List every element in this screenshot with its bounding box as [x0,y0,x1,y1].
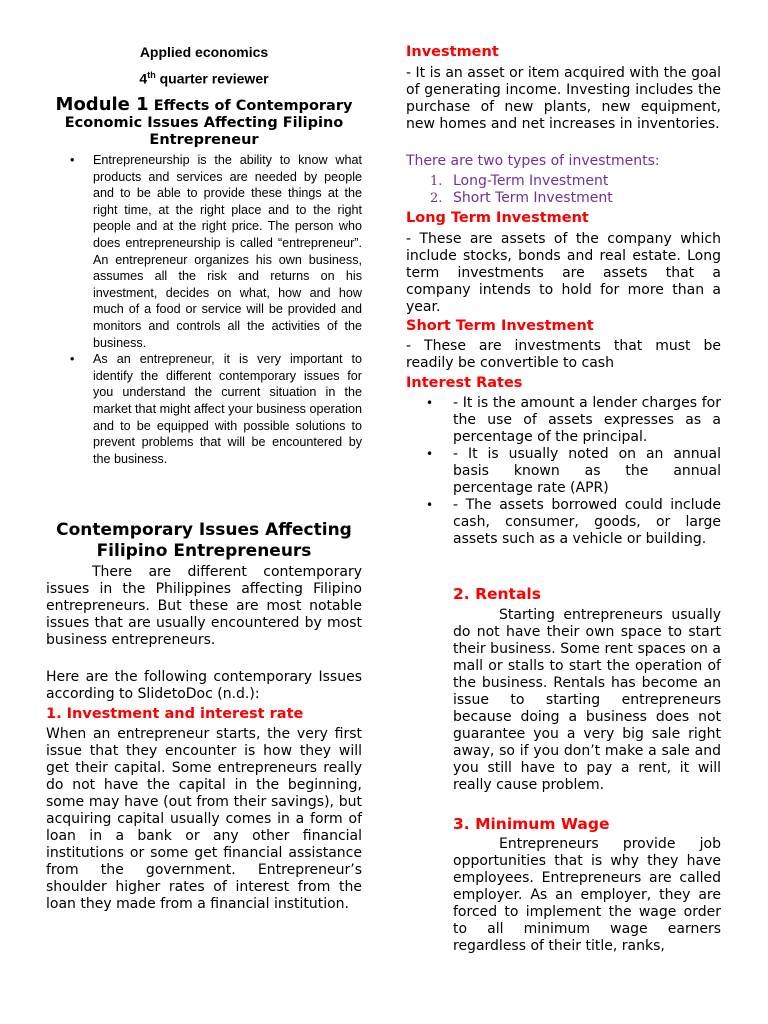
minimum-wage-paragraph: Entrepreneurs provide job opportunities that is why they have employees. Entrepreneurs are called employer. As an employer, they are forced to implement the wage order to all minimum wage earners regardless of their title, ranks, [453,836,721,954]
bullet-icon: • [426,498,434,512]
long-term-heading: Long Term Investment [406,210,589,226]
intro-bullet-list [46,152,362,467]
interest-rates-heading: Interest Rates [406,375,523,391]
investment-heading: Investment [406,44,499,60]
interest-rates-list [406,395,721,548]
list-item: • - It is usually noted on an annual basis known as the annual percentage rate (APR) [426,446,721,496]
minimum-wage-block [406,836,721,955]
section-paragraph: Here are the following contemporary Issues according to SlidetoDoc (n.d.): [46,669,362,702]
list-item: • - It is the amount a lender charges for the use of assets expresses as a percentage of the principal. [426,395,721,445]
list-item: 2. Short Term Investment [430,190,613,206]
list-item: • As an entrepreneur, it is very important to identify the different contemporary issues for you understand the current situation in the market that might affect your business operation and to be equipped with possible solutions to prevent problems that will be encountered by the business. [70,352,362,466]
bullet-icon: • [426,396,434,410]
list-item: 1. Long-Term Investment [430,173,609,189]
quarter-title: 4th quarter reviewer [139,70,269,87]
list-item: • Entrepreneurship is the ability to know what products and services are needed by people and to be able to provide these things at the right time, at the right place and to the right people and at the right price. The person who does entrepreneurship is called “entrepreneur”. An entrepreneur organizes his own business, assumes all the risk and returns on his investment, decides on what, how and how much of a food or service will be provided and monitors and controls all the activities of the business. [70,153,362,350]
investment-paragraph: - It is an asset or item acquired with the goal of generating income. Investing includes the purchase of new plants, new equipment, new homes and net increases in inventories. [406,65,721,132]
issue-paragraph: When an entrepreneur starts, the very first issue that they encounter is how they will get their capital. Some entrepreneurs really do not have the capital in the beginning, some may have (out from their savings), but acquiring capital usually comes in a form of loan in a bank or any other financial institutions or some get financial assistance from the government. Entrepreneur’s shoulder higher rates of interest from the loan they made from a financial institution. [46,726,362,912]
investment-types-intro: There are two types of investments: [406,153,660,169]
short-term-paragraph: - These are investments that must be readily be convertible to cash [406,338,721,371]
bullet-icon: • [426,447,434,461]
long-term-paragraph: - These are assets of the company which include stocks, bonds and real estate. Long term investments are assets that a company intends to hold for more than a year. [406,231,721,315]
bullet-icon: • [70,352,75,367]
rentals-paragraph: Starting entrepreneurs usually do not have their own space to start their business. Some rent spaces on a mall or stalls to start the operation of the business. Rentals has become an issue to starting entrepreneurs because doing a business does not guarantee you a very big sale right away, so if you don’t make a sale and you still have to pay a rent, it will really cause problem. [453,607,721,793]
short-term-heading: Short Term Investment [406,318,594,334]
rentals-block [406,607,721,794]
list-item: • - The assets borrowed could include cash, consumer, goods, or large assets such as a vehicle or building. [426,497,721,547]
investment-types-list [406,173,721,207]
issue-heading-investment: 1. Investment and interest rate [46,706,304,722]
rentals-heading: 2. Rentals [453,585,541,603]
bullet-icon: • [70,153,75,167]
minimum-wage-heading: 3. Minimum Wage [453,815,610,833]
section-paragraph: There are different contemporary issues in the Philippines affecting Filipino entrepreneurs. But these are most notable issues that are usually encountered by most business entrepreneurs. [46,564,362,648]
section-title: Contemporary Issues Affecting Filipino Entrepreneurs [56,520,352,561]
subject-title: Applied economics [139,44,269,60]
module-title: Module 1 Effects of Contemporary Economic Issues Affecting Filipino Entrepreneur [55,94,353,148]
